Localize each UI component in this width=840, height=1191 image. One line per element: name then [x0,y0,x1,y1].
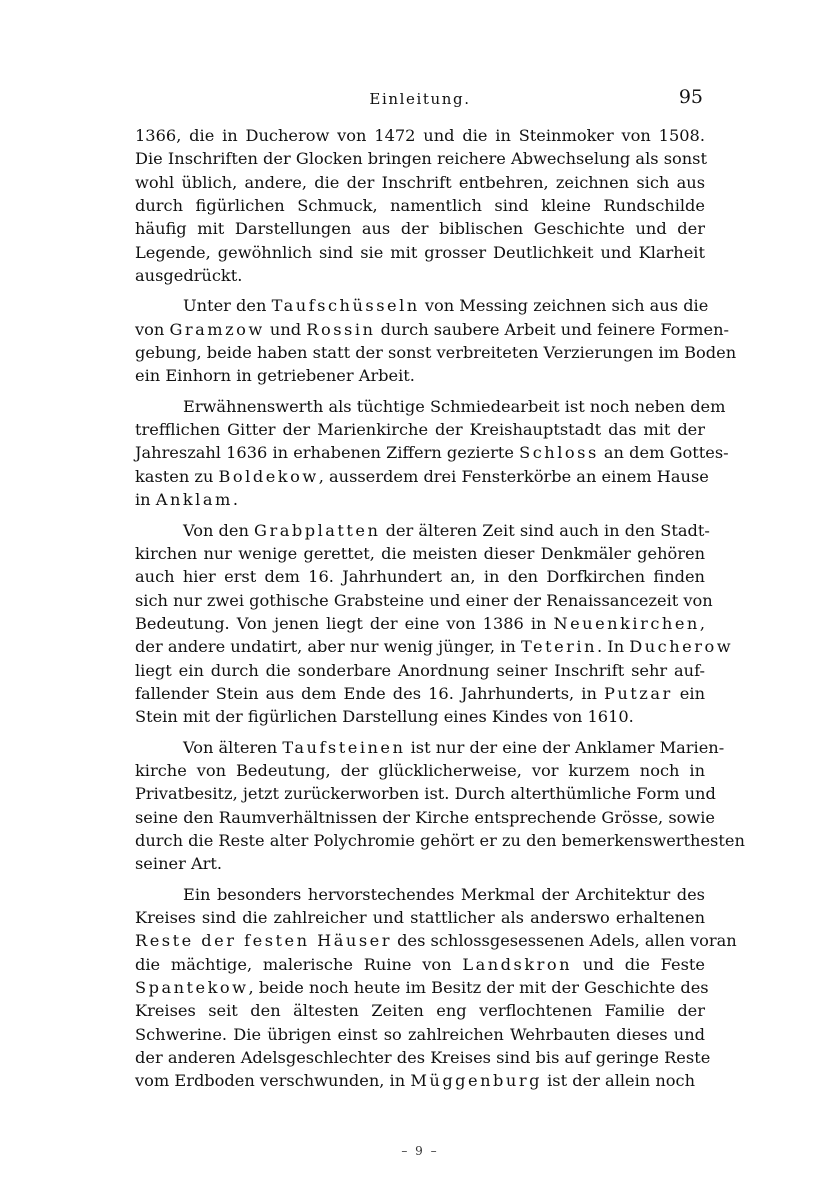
text-line: Schwerine. Die übrigen einst so zahlreichen Wehrbauten dieses und [135,1024,705,1044]
page-number: 95 [678,86,703,108]
text-line: wohl üblich, andere, die der Inschrift entbehren, zeichnen sich aus [135,172,705,192]
emphasized-term: Putzar [603,683,673,703]
text-line: Legende, gewöhnlich sind sie mit grosser Deutlichkeit und Klarheit [135,242,705,262]
emphasized-term: Taufsteinen [282,737,406,757]
body-text [135,124,745,1100]
text-line: kirche von Bedeutung, der glücklicherweise, vor kurzem noch in [135,760,705,780]
text-line: der andere undatirt, aber nur wenig jünger, in Teterin. In Ducherow [135,637,734,657]
sheet-signature: – 9 – [401,1144,439,1158]
text-line: durch figürlichen Schmuck, namentlich sind kleine Rundschilde [135,196,705,216]
text-line: ausgedrückt. [135,266,243,286]
text-line: vom Erdboden verschwunden, in Müggenburg ist der allein noch [135,1071,696,1091]
emphasized-term: Schloss [519,443,599,463]
emphasized-term: Reste der festen Häuser [135,931,392,951]
text-line: häufig mit Darstellungen aus der biblischen Geschichte und der [135,219,705,239]
text-line: Reste der festen Häuser des schlossgesessenen Adels, allen voran [135,931,737,951]
text-line: Von älteren Taufsteinen ist nur der eine der Anklamer Marien- [183,737,725,757]
text-line: fallender Stein aus dem Ende des 16. Jahrhunderts, in Putzar ein [135,683,705,703]
text-line: seine den Raumverhältnissen der Kirche entsprechende Grösse, sowie [135,807,715,827]
emphasized-term: Gramzow [169,319,265,339]
text-line: Jahreszahl 1636 in erhabenen Ziffern gezierte Schloss an dem Gottes- [135,443,729,463]
text-line: Von den Grabplatten der älteren Zeit sind auch in den Stadt- [183,520,710,540]
text-line: Kreises seit den ältesten Zeiten eng verflochtenen Familie der [135,1001,705,1021]
emphasized-term: Landskron [462,954,573,974]
text-line: Erwähnenswerth als tüchtige Schmiedearbeit ist noch neben dem [183,396,726,416]
text-line: sich nur zwei gothische Grabsteine und einer der Renaissancezeit von [135,590,713,610]
text-line: 1366, die in Ducherow von 1472 und die in Steinmoker von 1508. [135,126,705,145]
text-line: in Anklam. [135,490,239,510]
emphasized-term: Anklam [155,490,233,510]
text-line: von Gramzow und Rossin durch saubere Arbeit und feinere Formen- [135,319,729,339]
text-line: Unter den Taufschüsseln von Messing zeichnen sich aus die [183,296,709,316]
text-line: Ein besonders hervorstechendes Merkmal der Architektur des [183,884,705,904]
text-line: Kreises sind die zahlreicher und stattlicher als anderswo erhaltenen [135,908,705,927]
emphasized-term: Teterin [520,637,598,657]
emphasized-term: Neuenkirchen [553,613,700,633]
emphasized-term: Müggenburg [410,1071,542,1091]
paragraph [135,124,705,287]
emphasized-term: Ducherow [629,637,734,657]
text-line: Die Inschriften der Glocken bringen reichere Abwechselung als sonst [135,149,707,169]
emphasized-term: Spantekow [135,978,249,998]
text-line: der anderen Adelsgeschlechter des Kreises sind bis auf geringe Reste [135,1048,711,1068]
text-line: liegt ein durch die sonderbare Anordnung seiner Inschrift sehr auf- [135,660,705,680]
text-line: kirchen nur wenige gerettet, die meisten dieser Denkmäler gehören [135,543,705,563]
emphasized-term: Boldekow [218,466,319,486]
paragraph [135,395,729,512]
paragraph [135,294,737,387]
text-line: durch die Reste alter Polychromie gehört er zu den bemerkenswerthesten [135,830,745,850]
text-line: Bedeutung. Von jenen liegt der eine von 1386 in Neuenkirchen, [135,613,705,633]
text-line: die mächtige, malerische Ruine von Landskron und die Feste [135,954,705,974]
text-line: Spantekow, beide noch heute im Besitz der mit der Geschichte des [135,978,709,998]
text-line: trefflichen Gitter der Marienkirche der Kreishauptstadt das mit der [135,420,705,440]
text-line: Stein mit der figürlichen Darstellung eines Kindes von 1610. [135,707,634,727]
paragraph [135,736,745,876]
text-line: ein Einhorn in getriebener Arbeit. [135,366,415,386]
emphasized-term: Rossin [306,319,376,339]
emphasized-term: Taufschüsseln [271,296,420,316]
text-line: kasten zu Boldekow, ausserdem drei Fensterkörbe an einem Hause [135,466,709,486]
text-line: seiner Art. [135,854,223,874]
paragraph [135,519,734,729]
emphasized-term: Grabplatten [254,520,381,540]
text-line: gebung, beide haben statt der sonst verbreiteten Verzierungen im Boden [135,343,737,363]
text-line: auch hier erst dem 16. Jahrhundert an, in den Dorfkirchen finden [135,567,705,587]
paragraph [135,883,737,1093]
text-line: Privatbesitz, jetzt zurückerworben ist. Durch alterthümliche Form und [135,784,716,804]
running-header [135,86,705,116]
header-title: Einleitung. [369,90,471,108]
